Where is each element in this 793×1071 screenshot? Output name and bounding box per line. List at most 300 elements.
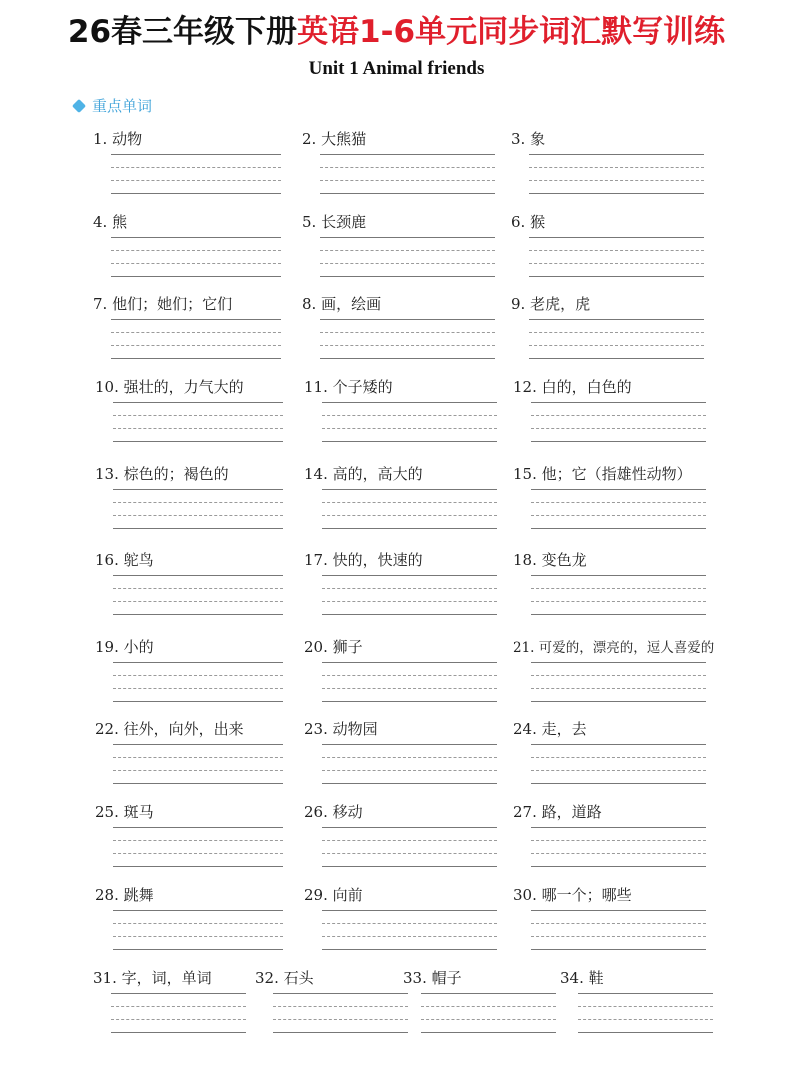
- writing-line[interactable]: [529, 180, 704, 181]
- item-meaning: 变色龙: [541, 551, 587, 569]
- writing-line[interactable]: [578, 1019, 713, 1020]
- item-meaning: 哪一个；哪些: [541, 886, 632, 904]
- item-number: 9.: [511, 295, 531, 313]
- section-heading: [74, 95, 152, 116]
- writing-line[interactable]: [421, 1006, 556, 1007]
- vocab-item: [304, 884, 363, 905]
- item-meaning: 棕色的；褐色的: [123, 465, 229, 483]
- writing-line[interactable]: [273, 993, 408, 994]
- vocab-item: [93, 293, 232, 314]
- item-number: 4.: [93, 213, 113, 231]
- item-meaning: 他们；她们；它们: [112, 295, 233, 313]
- writing-line[interactable]: [529, 237, 704, 238]
- writing-line[interactable]: [320, 345, 495, 346]
- writing-line[interactable]: [322, 949, 497, 950]
- item-meaning: 象: [530, 130, 546, 148]
- writing-lines[interactable]: [529, 154, 704, 206]
- writing-line[interactable]: [113, 415, 283, 416]
- writing-line[interactable]: [111, 180, 281, 181]
- writing-line[interactable]: [531, 402, 706, 403]
- writing-line[interactable]: [531, 614, 706, 615]
- writing-line[interactable]: [529, 193, 704, 194]
- writing-lines[interactable]: [531, 662, 706, 714]
- item-number: 21.: [513, 640, 539, 656]
- writing-line[interactable]: [111, 167, 281, 168]
- writing-line[interactable]: [322, 910, 497, 911]
- writing-line[interactable]: [320, 193, 495, 194]
- item-meaning: 路，道路: [541, 803, 602, 821]
- writing-line[interactable]: [531, 770, 706, 771]
- vocab-prompt: [93, 967, 212, 988]
- writing-lines[interactable]: [531, 744, 706, 796]
- writing-lines[interactable]: [113, 402, 283, 454]
- writing-line[interactable]: [529, 319, 704, 320]
- writing-line[interactable]: [113, 744, 283, 745]
- writing-line[interactable]: [322, 675, 497, 676]
- vocab-prompt: [304, 463, 423, 484]
- writing-line[interactable]: [529, 345, 704, 346]
- writing-line[interactable]: [322, 701, 497, 702]
- vocab-prompt: [513, 718, 587, 739]
- vocab-prompt: [255, 967, 314, 988]
- vocab-prompt: [95, 636, 154, 657]
- item-number: 22.: [95, 720, 124, 738]
- writing-line[interactable]: [531, 415, 706, 416]
- vocab-prompt: [560, 967, 604, 988]
- writing-line[interactable]: [322, 783, 497, 784]
- writing-line[interactable]: [113, 770, 283, 771]
- item-meaning: 他；它（指雄性动物）: [541, 465, 692, 483]
- item-number: 14.: [304, 465, 333, 483]
- writing-line[interactable]: [531, 575, 706, 576]
- writing-line[interactable]: [322, 853, 497, 854]
- writing-line[interactable]: [531, 428, 706, 429]
- vocab-item: [513, 801, 602, 822]
- writing-line[interactable]: [531, 441, 706, 442]
- vocab-prompt: [302, 293, 381, 314]
- writing-line[interactable]: [320, 250, 495, 251]
- banner-subject: 英语1-6单元同步词汇默写训练: [297, 14, 726, 50]
- writing-lines[interactable]: [529, 237, 704, 289]
- writing-lines[interactable]: [578, 993, 713, 1045]
- section-label: 重点单词: [92, 97, 153, 115]
- item-meaning: 跳舞: [123, 886, 154, 904]
- writing-line[interactable]: [322, 489, 497, 490]
- writing-line[interactable]: [113, 701, 283, 702]
- writing-lines[interactable]: [113, 744, 283, 796]
- writing-line[interactable]: [531, 783, 706, 784]
- writing-line[interactable]: [531, 840, 706, 841]
- writing-line[interactable]: [113, 489, 283, 490]
- diamond-bullet-icon: [72, 98, 86, 112]
- writing-line[interactable]: [113, 757, 283, 758]
- vocab-prompt: [95, 884, 154, 905]
- writing-line[interactable]: [320, 358, 495, 359]
- writing-lines[interactable]: [113, 489, 283, 541]
- writing-lines[interactable]: [113, 910, 283, 962]
- item-meaning: 斑马: [123, 803, 154, 821]
- item-number: 7.: [93, 295, 113, 313]
- item-meaning: 大熊猫: [321, 130, 367, 148]
- writing-line[interactable]: [322, 588, 497, 589]
- writing-line[interactable]: [531, 601, 706, 602]
- vocab-item: [304, 636, 363, 657]
- writing-line[interactable]: [113, 515, 283, 516]
- writing-line[interactable]: [111, 237, 281, 238]
- writing-line[interactable]: [111, 1006, 246, 1007]
- writing-line[interactable]: [531, 827, 706, 828]
- vocab-item: [93, 211, 127, 232]
- writing-line[interactable]: [322, 614, 497, 615]
- item-number: 34.: [560, 969, 589, 987]
- writing-line[interactable]: [111, 358, 281, 359]
- writing-line[interactable]: [421, 1032, 556, 1033]
- writing-line[interactable]: [113, 866, 283, 867]
- item-number: 15.: [513, 465, 542, 483]
- writing-line[interactable]: [111, 332, 281, 333]
- item-meaning: 白的，白色的: [541, 378, 632, 396]
- item-number: 2.: [302, 130, 322, 148]
- item-number: 24.: [513, 720, 542, 738]
- vocab-prompt: [302, 211, 366, 232]
- writing-line[interactable]: [421, 993, 556, 994]
- writing-line[interactable]: [578, 993, 713, 994]
- writing-line[interactable]: [322, 866, 497, 867]
- vocab-item: [304, 549, 423, 570]
- writing-line[interactable]: [113, 601, 283, 602]
- vocab-item: [304, 801, 363, 822]
- writing-line[interactable]: [529, 154, 704, 155]
- item-number: 30.: [513, 886, 542, 904]
- item-number: 18.: [513, 551, 542, 569]
- writing-line[interactable]: [111, 250, 281, 251]
- item-meaning: 走，去: [541, 720, 587, 738]
- vocab-item: [95, 884, 154, 905]
- writing-line[interactable]: [320, 180, 495, 181]
- writing-line[interactable]: [531, 853, 706, 854]
- writing-line[interactable]: [529, 263, 704, 264]
- writing-line[interactable]: [322, 502, 497, 503]
- writing-line[interactable]: [111, 193, 281, 194]
- writing-line[interactable]: [531, 675, 706, 676]
- item-meaning: 熊: [112, 213, 128, 231]
- writing-line[interactable]: [113, 910, 283, 911]
- vocab-prompt: [304, 884, 363, 905]
- vocab-prompt: [511, 211, 545, 232]
- vocab-item: [255, 967, 314, 988]
- writing-lines[interactable]: [531, 575, 706, 627]
- writing-line[interactable]: [322, 515, 497, 516]
- writing-lines[interactable]: [322, 402, 497, 454]
- item-meaning: 鞋: [588, 969, 604, 987]
- writing-line[interactable]: [113, 936, 283, 937]
- vocab-prompt: [95, 376, 244, 397]
- writing-line[interactable]: [531, 936, 706, 937]
- vocab-prompt: [95, 549, 154, 570]
- writing-line[interactable]: [531, 701, 706, 702]
- writing-line[interactable]: [322, 757, 497, 758]
- vocab-item: [302, 128, 366, 149]
- writing-line[interactable]: [322, 402, 497, 403]
- writing-line[interactable]: [322, 923, 497, 924]
- writing-line[interactable]: [320, 167, 495, 168]
- writing-line[interactable]: [111, 154, 281, 155]
- vocab-prompt: [304, 801, 363, 822]
- vocab-prompt: [304, 718, 378, 739]
- vocab-item: [403, 967, 462, 988]
- writing-line[interactable]: [531, 923, 706, 924]
- vocab-item: [95, 801, 154, 822]
- vocab-prompt: [93, 293, 232, 314]
- vocab-prompt: [403, 967, 462, 988]
- writing-line[interactable]: [529, 250, 704, 251]
- writing-line[interactable]: [111, 263, 281, 264]
- writing-line[interactable]: [531, 502, 706, 503]
- writing-line[interactable]: [322, 601, 497, 602]
- writing-line[interactable]: [529, 167, 704, 168]
- writing-line[interactable]: [578, 1032, 713, 1033]
- writing-line[interactable]: [320, 237, 495, 238]
- item-meaning: 小的: [123, 638, 154, 656]
- vocab-item: [560, 967, 604, 988]
- writing-line[interactable]: [113, 688, 283, 689]
- writing-lines[interactable]: [322, 489, 497, 541]
- item-number: 20.: [304, 638, 333, 656]
- item-number: 3.: [511, 130, 531, 148]
- writing-line[interactable]: [113, 827, 283, 828]
- item-number: 29.: [304, 886, 333, 904]
- writing-line[interactable]: [531, 688, 706, 689]
- item-number: 23.: [304, 720, 333, 738]
- writing-line[interactable]: [113, 840, 283, 841]
- writing-line[interactable]: [531, 528, 706, 529]
- vocab-item: [304, 718, 378, 739]
- writing-line[interactable]: [111, 345, 281, 346]
- writing-lines[interactable]: [273, 993, 408, 1045]
- writing-lines[interactable]: [322, 662, 497, 714]
- writing-line[interactable]: [273, 1006, 408, 1007]
- unit-title: Unit 1 Animal friends: [308, 58, 485, 79]
- writing-line[interactable]: [113, 441, 283, 442]
- page-banner: [0, 6, 793, 51]
- writing-line[interactable]: [113, 675, 283, 676]
- writing-line[interactable]: [113, 949, 283, 950]
- vocab-item: [511, 128, 545, 149]
- item-meaning: 向前: [332, 886, 363, 904]
- writing-lines[interactable]: [111, 237, 281, 289]
- vocab-item: [93, 967, 212, 988]
- item-meaning: 可爱的，漂亮的，逗人喜爱的: [538, 640, 715, 656]
- writing-line[interactable]: [322, 688, 497, 689]
- vocab-item: [513, 549, 587, 570]
- writing-lines[interactable]: [111, 319, 281, 371]
- writing-lines[interactable]: [531, 910, 706, 962]
- writing-line[interactable]: [529, 358, 704, 359]
- writing-line[interactable]: [113, 575, 283, 576]
- writing-line[interactable]: [113, 662, 283, 663]
- writing-line[interactable]: [322, 770, 497, 771]
- vocab-item: [513, 718, 587, 739]
- writing-line[interactable]: [322, 575, 497, 576]
- writing-line[interactable]: [529, 332, 704, 333]
- vocab-prompt: [95, 463, 229, 484]
- writing-lines[interactable]: [322, 744, 497, 796]
- vocab-item: [302, 293, 381, 314]
- item-meaning: 长颈鹿: [321, 213, 367, 231]
- vocab-prompt: [304, 549, 423, 570]
- writing-lines[interactable]: [111, 154, 281, 206]
- writing-lines[interactable]: [529, 319, 704, 371]
- item-number: 16.: [95, 551, 124, 569]
- writing-line[interactable]: [113, 923, 283, 924]
- writing-line[interactable]: [322, 840, 497, 841]
- item-meaning: 移动: [332, 803, 363, 821]
- writing-line[interactable]: [322, 428, 497, 429]
- item-number: 6.: [511, 213, 531, 231]
- item-number: 33.: [403, 969, 432, 987]
- item-number: 25.: [95, 803, 124, 821]
- writing-lines[interactable]: [531, 489, 706, 541]
- vocab-item: [513, 376, 632, 397]
- item-number: 1.: [93, 130, 113, 148]
- writing-line[interactable]: [322, 827, 497, 828]
- vocab-item: [511, 293, 590, 314]
- vocab-item: [95, 549, 154, 570]
- writing-line[interactable]: [531, 910, 706, 911]
- item-number: 31.: [93, 969, 122, 987]
- item-meaning: 帽子: [431, 969, 462, 987]
- writing-line[interactable]: [113, 528, 283, 529]
- writing-line[interactable]: [111, 993, 246, 994]
- writing-lines[interactable]: [320, 319, 495, 371]
- writing-line[interactable]: [113, 614, 283, 615]
- writing-lines[interactable]: [320, 237, 495, 289]
- writing-line[interactable]: [320, 276, 495, 277]
- writing-line[interactable]: [111, 1032, 246, 1033]
- writing-lines[interactable]: [322, 827, 497, 879]
- writing-line[interactable]: [578, 1006, 713, 1007]
- writing-line[interactable]: [320, 332, 495, 333]
- vocab-item: [304, 463, 423, 484]
- writing-lines[interactable]: [322, 910, 497, 962]
- writing-line[interactable]: [531, 515, 706, 516]
- item-number: 10.: [95, 378, 124, 396]
- vocab-item: [513, 463, 692, 484]
- writing-lines[interactable]: [111, 993, 246, 1045]
- item-number: 12.: [513, 378, 542, 396]
- vocab-prompt: [95, 718, 244, 739]
- writing-lines[interactable]: [322, 575, 497, 627]
- item-meaning: 狮子: [332, 638, 363, 656]
- writing-lines[interactable]: [113, 575, 283, 627]
- vocab-item: [513, 884, 632, 905]
- writing-line[interactable]: [320, 263, 495, 264]
- item-number: 5.: [302, 213, 322, 231]
- writing-line[interactable]: [322, 936, 497, 937]
- writing-lines[interactable]: [113, 827, 283, 879]
- item-number: 28.: [95, 886, 124, 904]
- vocab-item: [93, 128, 142, 149]
- item-meaning: 高的，高大的: [332, 465, 423, 483]
- writing-line[interactable]: [113, 783, 283, 784]
- item-number: 17.: [304, 551, 333, 569]
- writing-line[interactable]: [113, 428, 283, 429]
- vocab-prompt: [513, 549, 587, 570]
- vocab-item: [302, 211, 366, 232]
- vocab-item: [95, 376, 244, 397]
- item-meaning: 画，绘画: [321, 295, 382, 313]
- item-meaning: 强壮的，力气大的: [123, 378, 244, 396]
- writing-line[interactable]: [531, 662, 706, 663]
- writing-lines[interactable]: [113, 662, 283, 714]
- writing-line[interactable]: [113, 402, 283, 403]
- vocab-prompt: [513, 636, 714, 656]
- vocab-item: [95, 463, 229, 484]
- item-meaning: 老虎，虎: [530, 295, 591, 313]
- item-number: 13.: [95, 465, 124, 483]
- writing-line[interactable]: [322, 415, 497, 416]
- writing-line[interactable]: [529, 276, 704, 277]
- writing-lines[interactable]: [421, 993, 556, 1045]
- writing-line[interactable]: [322, 744, 497, 745]
- vocab-item: [304, 376, 393, 397]
- item-meaning: 个子矮的: [332, 378, 393, 396]
- item-meaning: 快的，快速的: [332, 551, 423, 569]
- writing-line[interactable]: [113, 588, 283, 589]
- writing-lines[interactable]: [531, 402, 706, 454]
- writing-line[interactable]: [111, 276, 281, 277]
- writing-line[interactable]: [273, 1032, 408, 1033]
- writing-line[interactable]: [320, 154, 495, 155]
- writing-line[interactable]: [421, 1019, 556, 1020]
- writing-line[interactable]: [320, 319, 495, 320]
- writing-line[interactable]: [531, 866, 706, 867]
- writing-line[interactable]: [111, 319, 281, 320]
- banner-grade: 26春三年级下册: [67, 14, 298, 50]
- vocab-prompt: [511, 128, 545, 149]
- writing-line[interactable]: [273, 1019, 408, 1020]
- item-meaning: 动物: [112, 130, 143, 148]
- writing-line[interactable]: [531, 489, 706, 490]
- vocab-prompt: [302, 128, 366, 149]
- writing-lines[interactable]: [531, 827, 706, 879]
- vocab-prompt: [513, 884, 632, 905]
- writing-line[interactable]: [531, 949, 706, 950]
- item-number: 8.: [302, 295, 322, 313]
- item-meaning: 往外，向外，出来: [123, 720, 244, 738]
- item-number: 26.: [304, 803, 333, 821]
- writing-line[interactable]: [322, 662, 497, 663]
- writing-line[interactable]: [531, 744, 706, 745]
- item-number: 27.: [513, 803, 542, 821]
- writing-lines[interactable]: [320, 154, 495, 206]
- item-number: 11.: [304, 378, 333, 396]
- item-meaning: 动物园: [332, 720, 378, 738]
- writing-line[interactable]: [531, 588, 706, 589]
- writing-line[interactable]: [322, 441, 497, 442]
- writing-line[interactable]: [322, 528, 497, 529]
- vocab-prompt: [304, 376, 393, 397]
- vocab-prompt: [513, 376, 632, 397]
- vocab-prompt: [513, 463, 692, 484]
- writing-line[interactable]: [113, 853, 283, 854]
- vocab-prompt: [513, 801, 602, 822]
- vocab-item: [95, 636, 154, 657]
- writing-line[interactable]: [531, 757, 706, 758]
- item-number: 19.: [95, 638, 124, 656]
- writing-line[interactable]: [111, 1019, 246, 1020]
- writing-line[interactable]: [113, 502, 283, 503]
